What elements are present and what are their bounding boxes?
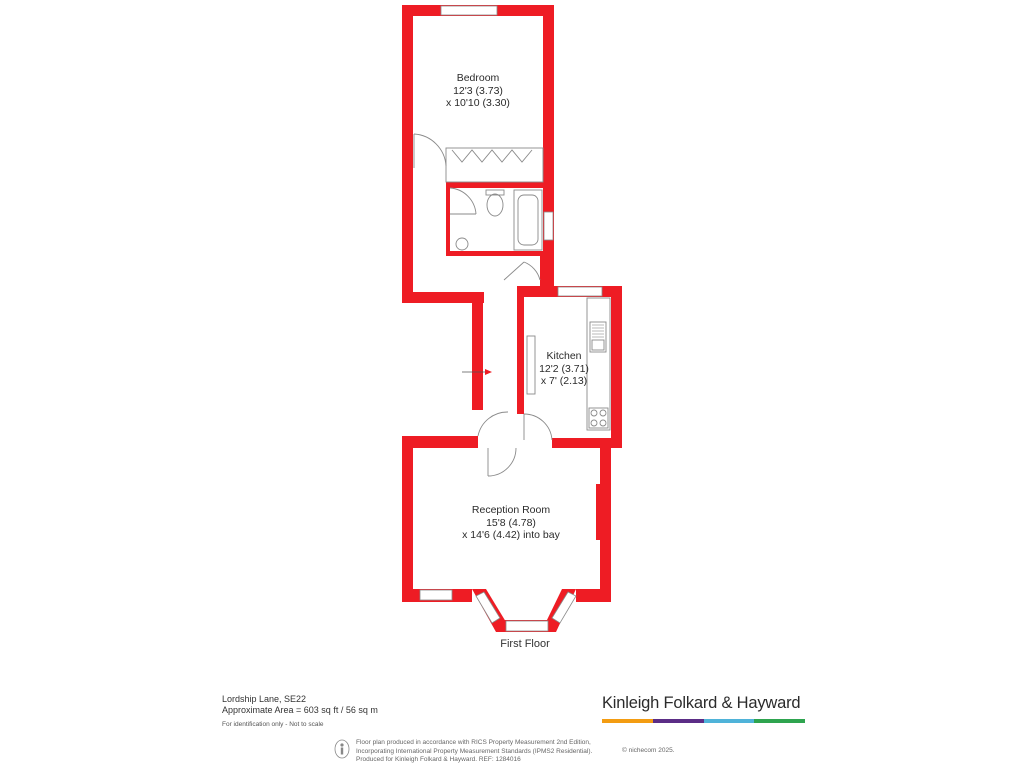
cupboard-right-wall <box>540 256 554 286</box>
hall-left-wall <box>472 292 483 410</box>
hall-step-wall <box>402 292 484 303</box>
reception-top-wall-left <box>402 436 478 448</box>
reception-bottom-wall-right <box>576 589 611 602</box>
brand-bar-blue <box>704 719 755 723</box>
bedroom-left-wall <box>402 5 413 303</box>
bedroom-window <box>441 6 497 15</box>
bedroom-name: Bedroom <box>456 72 500 84</box>
property-address: Lordship Lane, SE22 <box>222 694 307 704</box>
kitchen-name: Kitchen <box>546 350 582 362</box>
bedroom-right-wall <box>543 5 554 195</box>
reception-top-wall-right <box>552 438 622 448</box>
reception-left-wall <box>402 436 413 602</box>
rics-person-icon <box>334 739 350 759</box>
kitchen-window <box>558 287 602 296</box>
brand-bar-purple <box>653 719 704 723</box>
property-note: For identification only - Not to scale <box>222 721 324 728</box>
disclaimer-line2: Incorporating International Property Measurement Standards (IPMS2 Residential). <box>356 747 593 755</box>
reception-window-left <box>420 590 452 600</box>
bathroom-window <box>544 212 553 240</box>
brand-name: Kinleigh Folkard & Hayward <box>602 694 801 712</box>
kitchen-dim2: x 7' (2.13) <box>540 375 588 387</box>
bedroom-label <box>428 72 528 110</box>
bay-window-front <box>506 621 548 631</box>
disclaimer-line3: Produced for Kinleigh Folkard & Hayward. REF: 1284016 <box>356 756 521 763</box>
property-info <box>222 694 378 728</box>
bedroom-bath-partition <box>446 182 543 188</box>
brand-bar-orange <box>602 719 653 723</box>
disclaimer-line1: Floor plan produced in accordance with RICS Property Measurement 2nd Edition, <box>356 739 591 746</box>
kitchen-dim1: 12'2 (3.71) <box>539 362 589 375</box>
kitchen-label <box>525 350 603 388</box>
kitchen-right-wall <box>611 286 622 448</box>
chimney-breast <box>596 484 610 540</box>
reception-dim1: 15'8 (4.78) <box>486 516 536 529</box>
brand-color-bar <box>602 719 805 723</box>
bedroom-dim2: x 10'10 (3.30) <box>446 97 510 109</box>
reception-dim2: x 14'6 (4.42) into bay <box>462 529 560 541</box>
floor-label: First Floor <box>500 638 550 650</box>
brand-bar-green <box>754 719 805 723</box>
disclaimer <box>334 739 694 765</box>
brand-logo <box>602 694 805 723</box>
reception-label <box>441 504 581 542</box>
disclaimer-copyright: © nichecom 2025. <box>622 747 675 754</box>
bath-left-partition <box>446 182 450 254</box>
hall-kitchen-partition <box>517 292 524 414</box>
property-area: Approximate Area = 603 sq ft / 56 sq m <box>222 705 378 715</box>
bath-bottom-partition <box>446 251 543 256</box>
reception-name: Reception Room <box>471 504 551 516</box>
bedroom-dim1: 12'3 (3.73) <box>453 84 503 97</box>
